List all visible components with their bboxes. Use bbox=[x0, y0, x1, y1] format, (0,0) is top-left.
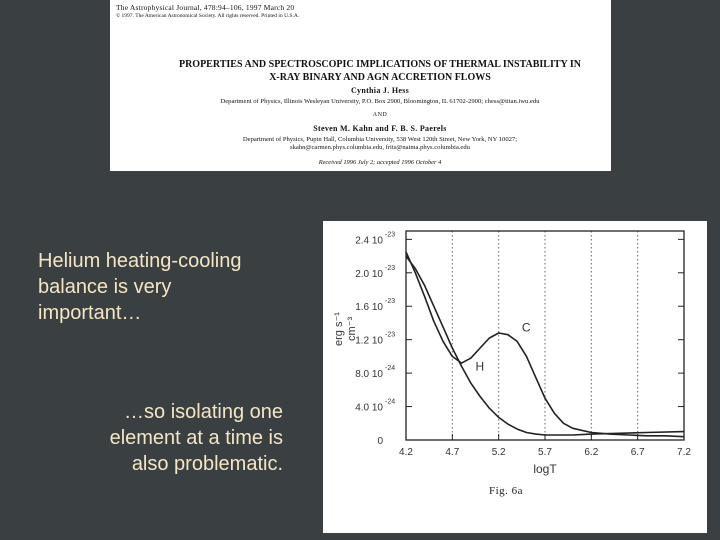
copyright-line: © 1997. The American Astronomical Society. All rights reserved. Printed in U.S.A. bbox=[116, 13, 300, 19]
isolation-note bbox=[40, 399, 283, 477]
y-tick-label: 1.6 10 bbox=[355, 302, 383, 314]
received-line: Received 1996 July 2; accepted 1996 October 4 bbox=[318, 159, 442, 166]
y-tick-label: 0 bbox=[377, 436, 383, 447]
y-tick-label: 1.2 10 bbox=[355, 335, 383, 347]
affiliation-2-line-2: skahn@carmen.phys.columbia.edu, frits@naima.phys.columbia.edu bbox=[290, 144, 470, 151]
isolation-note-line-2: element at a time is bbox=[109, 427, 283, 449]
y-tick-label: 2.4 10 bbox=[355, 235, 383, 247]
helium-note-line-1: Helium heating-cooling bbox=[38, 250, 242, 272]
author-1: Cynthia J. Hess bbox=[350, 86, 410, 95]
y-tick-exponent: -23 bbox=[385, 331, 396, 339]
y-tick-label: 8.0 10 bbox=[355, 369, 383, 381]
x-tick-label: 6.2 bbox=[584, 447, 599, 458]
affiliation-2 bbox=[150, 136, 610, 152]
x-tick-label: 5.2 bbox=[491, 447, 506, 458]
affiliation-2-line-1: Department of Physics, Pupin Hall, Columbia University, 538 West 120th Street, New York, NY 10027; bbox=[242, 136, 518, 143]
y-tick-exponent: -23 bbox=[385, 264, 396, 272]
series-annotation-h: H bbox=[475, 359, 485, 374]
journal-line: The Astrophysical Journal, 478:94–106, 1997 March 20 bbox=[116, 3, 295, 12]
y-tick-label: 2.0 10 bbox=[355, 268, 383, 280]
helium-note bbox=[38, 248, 298, 326]
paper-title-line-2: X-RAY BINARY AND AGN ACCRETION FLOWS bbox=[269, 72, 491, 83]
heating-cooling-figure bbox=[323, 221, 707, 533]
y-tick-exponent: -24 bbox=[385, 365, 396, 373]
x-tick-label: 4.7 bbox=[445, 447, 460, 458]
paper-title bbox=[150, 58, 610, 84]
author-2: Steven M. Kahn and F. B. S. Paerels bbox=[313, 124, 447, 133]
x-tick-label: 5.7 bbox=[538, 447, 552, 458]
and-separator: AND bbox=[372, 112, 388, 118]
y-tick-exponent: -23 bbox=[385, 231, 396, 239]
isolation-note-line-3: also problematic. bbox=[131, 453, 283, 475]
series-annotation-c: C bbox=[521, 320, 531, 335]
helium-note-line-2: balance is very bbox=[38, 276, 172, 298]
paper-header bbox=[110, 0, 611, 171]
isolation-note-line-1: …so isolating one bbox=[124, 401, 283, 423]
figure-caption: Fig. 6a bbox=[489, 485, 524, 497]
x-tick-label: 7.2 bbox=[677, 447, 691, 458]
affiliation-1: Department of Physics, Illinois Wesleyan University, P.O. Box 2900, Bloomington, IL 61702-2900; chess@titan.iwu.edu bbox=[220, 98, 540, 105]
y-tick-exponent: -23 bbox=[385, 298, 396, 306]
x-tick-label: 4.2 bbox=[399, 447, 413, 458]
helium-note-line-3: important… bbox=[38, 302, 142, 324]
y-tick-exponent: -24 bbox=[385, 398, 396, 406]
y-tick-label: 4.0 10 bbox=[355, 402, 383, 414]
paper-title-line-1: PROPERTIES AND SPECTROSCOPIC IMPLICATIONS OF THERMAL INSTABILITY IN bbox=[178, 59, 582, 70]
x-axis-label: logT bbox=[533, 462, 557, 476]
x-tick-label: 6.7 bbox=[630, 447, 645, 458]
y-axis-label: erg s⁻¹ cm⁻³ bbox=[333, 312, 358, 346]
